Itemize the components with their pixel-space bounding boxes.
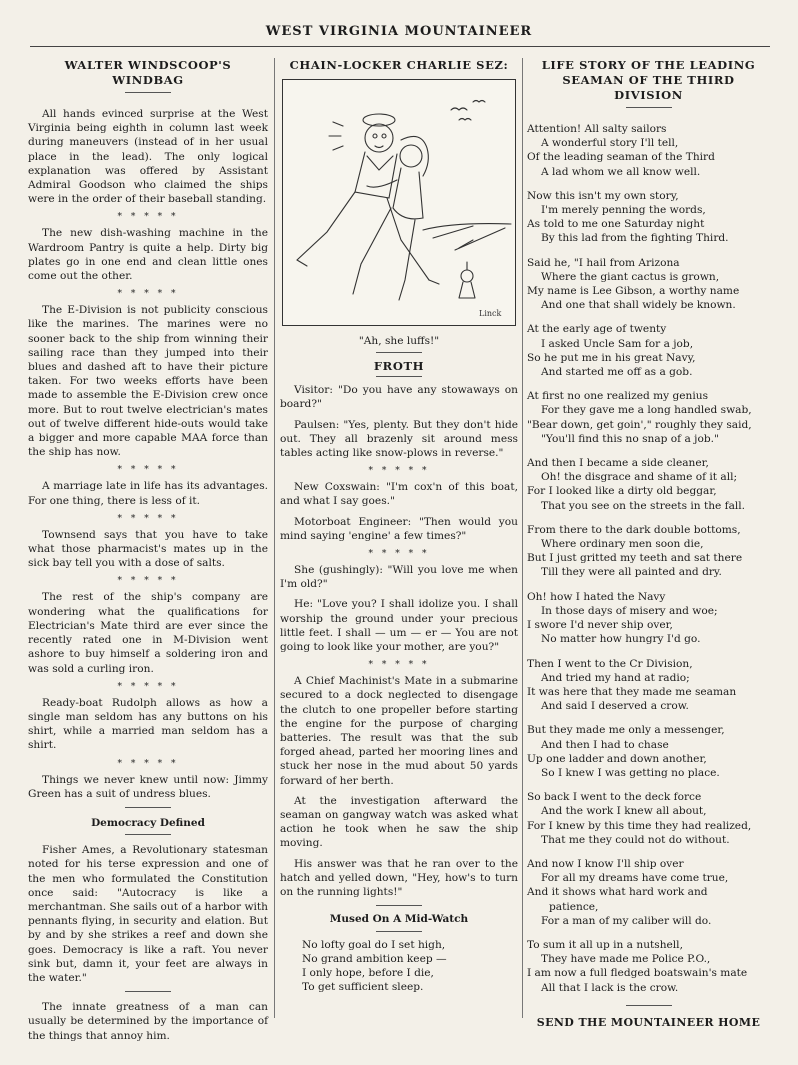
title-rule (626, 107, 672, 108)
poem-stanza (527, 122, 770, 179)
cartoon-caption: "Ah, she luffs!" (358, 335, 440, 347)
charlie-title: CHAIN-LOCKER CHARLIE SEZ: (289, 58, 509, 72)
poem-line: And then I became a side cleaner, (527, 457, 709, 470)
poem-line: Till they were all painted and dry. (541, 566, 722, 579)
poem-line: A lad whom we all know well. (541, 165, 701, 178)
poem-stanza (527, 790, 770, 847)
poem-stanza (527, 322, 770, 379)
poem-line: So I knew I was getting no place. (541, 766, 720, 779)
poem-line: And it shows what hard work and (527, 886, 708, 899)
poem-line: Attention! All salty sailors (527, 123, 667, 135)
windbag-item: A marriage late in life has its advantages. For one thing, there is less of it. (28, 480, 268, 507)
poem-line: Up one ladder and down another, (527, 752, 707, 765)
poem-line: So back I went to the deck force (527, 791, 702, 804)
poem-line: To sum it all up in a nutshell, (527, 938, 683, 951)
froth-item: She (gushingly): "Will you love me when I'm old?" (280, 564, 518, 591)
poem-stanza (527, 938, 770, 995)
mused-title: Mused On A Mid-Watch (329, 913, 469, 926)
star-separator: * * * * * (117, 681, 179, 692)
column-divider (274, 58, 275, 1018)
poem-line: But they made me only a messenger, (527, 724, 725, 737)
poem-line: Of the leading seaman of the Third (527, 151, 715, 164)
poem-line: At first no one realized my genius (527, 390, 709, 403)
star-separator: * * * * * (117, 576, 179, 587)
star-separator: * * * * * (368, 466, 430, 477)
windbag-item: Things we never knew until now: Jimmy Green has a suit of undress blues. (28, 773, 268, 800)
poem-line: And now I know I'll ship over (527, 857, 684, 870)
poem-line: For a man of my caliber will do. (541, 914, 712, 927)
democracy-paragraph: Fisher Ames, a Revolutionary statesman noted for his terse expression and one of the men who formulated the Constitution once said: "Autocracy is like a merchantman. She sails out of a harbor with pennants flying, in security and elation. But by and by she strikes a reef and down she goes. Democracy is like a raft. You never sink but, damn it, your feet are always in the water." (28, 844, 269, 984)
windbag-item: Ready-boat Rudolph allows as how a single man seldom has any buttons on his shirt, while a married man seldom has a shirt. (28, 696, 268, 752)
poem-line: At the early age of twenty (527, 323, 667, 336)
poem-line: I'm merely penning the words, (541, 204, 706, 217)
section-rule (626, 1005, 672, 1006)
poem-line: I am now a full fledged boatswain's mate (527, 967, 748, 980)
star-separator: * * * * * (117, 513, 179, 524)
mused-line: No lofty goal do I set high, (302, 938, 446, 951)
cartoon-illustration (282, 79, 516, 326)
froth-item: Motorboat Engineer: "Then would you mind saying 'engine' a few times?" (280, 515, 518, 542)
life-story-title: LIFE STORY OF THE LEADING SEAMAN OF THE THIRD DIVISION (541, 58, 756, 102)
star-separator: * * * * * (117, 758, 179, 769)
poem-line: It was here that they made me seaman (527, 685, 737, 698)
column-divider (522, 58, 523, 1018)
froth-item: Paulsen: "Yes, plenty. But they don't hide out. They all brazenly sit around mess tables acting like snow-plows in reverse." (280, 418, 518, 460)
masthead: WEST VIRGINIA MOUNTAINEER (265, 24, 533, 39)
section-rule (125, 807, 171, 808)
poem-line: Where ordinary men soon die, (541, 538, 704, 551)
poem-stanza (527, 657, 770, 714)
mused-line: To get sufficient sleep. (302, 981, 424, 994)
poem-line: And started me off as a gob. (541, 366, 693, 379)
poem-line: That you see on the streets in the fall. (541, 499, 746, 512)
star-separator: * * * * * (368, 549, 430, 560)
poem-line: Now this isn't my own story, (527, 189, 679, 202)
poem-stanza (527, 523, 770, 580)
poem-stanza (527, 189, 770, 246)
poem-line: No matter how hungry I'd go. (541, 633, 701, 646)
froth-item: New Coxswain: "I'm cox'n of this boat, and what I say goes." (280, 481, 518, 508)
poem-line: For I looked like a dirty old beggar, (527, 485, 717, 498)
poem-line: They have made me Police P.O., (541, 953, 711, 966)
poem-line: By this lad from the fighting Third. (541, 232, 729, 245)
poem-line: Oh! how I hated the Navy (527, 590, 666, 603)
froth-item: He: "Love you? I shall idolize you. I shall worship the ground under your precious little feet. I shall — um — er — You are not going to look like your mother, are you?" (280, 598, 518, 654)
poem-line: Then I went to the Cr Division, (527, 657, 693, 670)
masthead-rule (30, 46, 770, 47)
froth-item: At the investigation afterward the seaman on gangway watch was asked what action he took when he saw the ship moving. (280, 794, 518, 850)
poem-stanza (527, 857, 770, 928)
froth-item: A Chief Machinist's Mate in a submarine secured to a dock neglected to disengage the clutch to one propeller before starting the engine for the purpose of charging batteries. The result was that the sub forged ahead, parted her mooring lines and stuck her nose in the mud about 50 yards forward of her berth. (280, 675, 518, 787)
star-separator: * * * * * (117, 212, 179, 223)
poem-line: "You'll find this no snap of a job." (541, 432, 719, 445)
column-windbag (28, 58, 268, 1049)
poem-line: And one that shall widely be known. (541, 299, 736, 312)
poem-line: That me they could not do without. (541, 833, 730, 846)
windbag-item: The rest of the ship's company are wondering what the qualifications for Electrician's Mate third are ever since the recently rated one in M-Division went ashore to buy himself a soldering iron and was sold a curling iron. (28, 591, 268, 675)
poem-line: So he put me in his great Navy, (527, 351, 696, 364)
section-rule (376, 905, 422, 906)
poem-line: For they gave me a long handled swab, (541, 404, 752, 417)
sailor-carrying-woman-drawing (283, 80, 515, 325)
poem-line: But I just gritted my teeth and sat there (527, 552, 743, 565)
star-separator: * * * * * (117, 289, 179, 300)
froth-title: FROTH (373, 359, 425, 374)
section-rule (376, 931, 422, 932)
poem-stanza (527, 456, 770, 513)
send-mountaineer-home: SEND THE MOUNTAINEER HOME (536, 1015, 761, 1029)
section-rule (125, 991, 171, 992)
section-rule (376, 376, 422, 377)
poem-line: patience, (549, 900, 599, 913)
section-rule (376, 352, 422, 353)
poem-line: And then I had to chase (541, 738, 669, 751)
windbag-item: The new dish-washing machine in the Wardroom Pantry is quite a help. Dirty big plates go in one end and clean little ones come out the other. (28, 227, 268, 283)
poem-line: I swore I'd never ship over, (527, 619, 673, 632)
democracy-title: Democracy Defined (91, 816, 205, 829)
title-rule (125, 92, 171, 93)
column-charlie (280, 58, 518, 994)
windbag-item: All hands evinced surprise at the West Virginia being eighth in column last week during maneuvers (instead of in her usual place in the lead). The only logical explanation was offered by Assistant Admiral Goodson who claimed the ships were in the order of their baseball standing. (28, 108, 268, 206)
poem-line: My name is Lee Gibson, a worthy name (527, 285, 740, 298)
democracy-paragraph: The innate greatness of a man can usually be determined by the importance of the things that annoy him. (28, 1001, 268, 1042)
poem-line: Oh! the disgrace and shame of it all; (541, 471, 738, 484)
poem-line: For all my dreams have come true, (541, 872, 729, 885)
section-rule (125, 834, 171, 835)
poem-line: All that I lack is the crow. (541, 981, 679, 994)
poem-line: "Bear down, get goin'," roughly they said, (527, 418, 752, 431)
froth-item: Visitor: "Do you have any stowaways on board?" (280, 384, 518, 411)
poem-line: From there to the dark double bottoms, (527, 523, 741, 536)
mused-line: I only hope, before I die, (302, 966, 434, 979)
poem-stanza (527, 389, 770, 446)
column-life-story (527, 58, 770, 1030)
windbag-item: Townsend says that you have to take what those pharmacist's mates up in the sick bay tell you with a dose of salts. (28, 528, 268, 570)
poem-stanza (527, 723, 770, 780)
poem-line: Where the giant cactus is grown, (541, 270, 720, 283)
poem-line: In those days of misery and woe; (541, 604, 718, 617)
poem-stanzas (527, 122, 770, 995)
poem-line: As told to me one Saturday night (527, 218, 705, 231)
poem-line: And the work I knew all about, (541, 805, 707, 818)
poem-stanza (527, 256, 770, 313)
poem-stanza (527, 590, 770, 647)
cartoon-signature: Linck (479, 309, 502, 318)
star-separator: * * * * * (368, 660, 430, 671)
poem-line: And said I deserved a crow. (541, 700, 689, 713)
mused-line: No grand ambition keep — (302, 952, 447, 965)
froth-item: His answer was that he ran over to the hatch and yelled down, "Hey, how's to turn on the running lights!" (280, 857, 518, 899)
star-separator: * * * * * (117, 465, 179, 476)
poem-line: For I knew by this time they had realized, (527, 819, 752, 832)
poem-line: And tried my hand at radio; (541, 671, 690, 684)
poem-line: Said he, "I hail from Arizona (527, 256, 680, 269)
poem-line: A wonderful story I'll tell, (541, 137, 679, 150)
poem-line: I asked Uncle Sam for a job, (541, 337, 694, 350)
windbag-item: The E-Division is not publicity conscious like the marines. The marines were no sooner back to the ship from winning their sailing race than they jumped into their blues and dashed aft to have their picture taken. For two weeks efforts have been made to assemble the E-Division crew once more. But to rout twelve electrician's mates out of twelve different hide-outs would take a bigger and more capable MAA force than the ship has now. (28, 304, 268, 459)
windbag-title: WALTER WINDSCOOP'S WINDBAG (64, 58, 232, 87)
